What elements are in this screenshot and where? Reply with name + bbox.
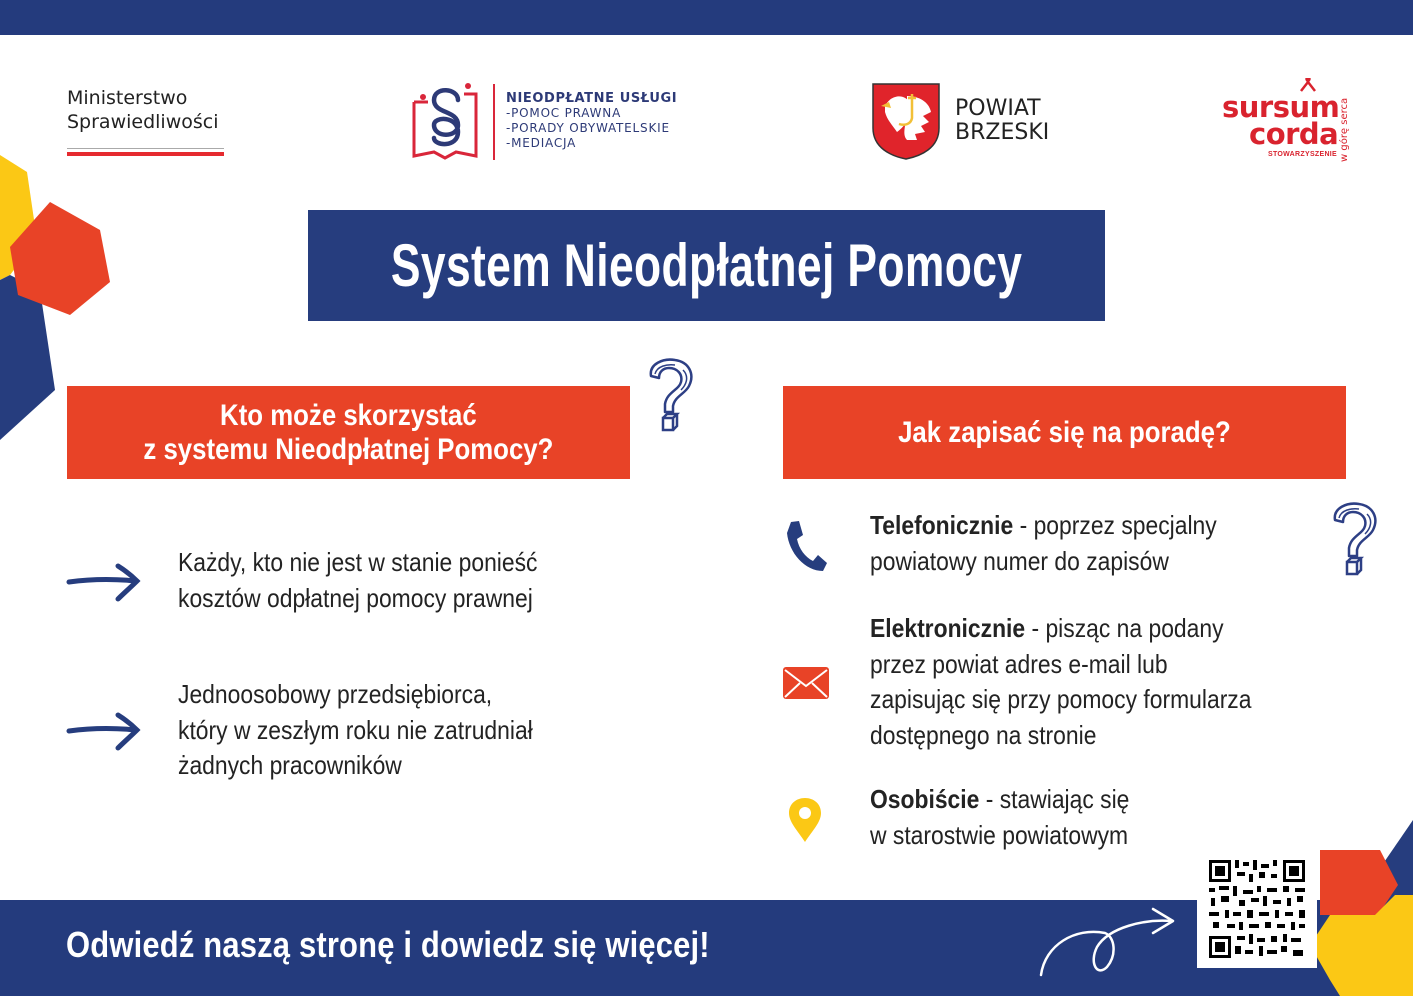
method-desc: - stawiając się — [979, 784, 1130, 814]
method-desc: - pisząc na podany — [1025, 613, 1224, 643]
qr-code[interactable] — [1197, 850, 1317, 968]
method-title: Telefonicznie — [870, 510, 1014, 540]
arrow-right-icon — [66, 563, 142, 603]
heart-caret-icon — [1300, 78, 1316, 92]
mail-icon — [782, 666, 830, 700]
qr-code-image — [1197, 850, 1317, 968]
method-title: Osobiście — [870, 784, 980, 814]
method-title: Elektronicznie — [870, 613, 1026, 643]
coat-of-arms-icon — [871, 82, 941, 160]
powiat-line1: POWIAT — [955, 96, 1041, 121]
logo-divider — [493, 84, 495, 160]
item-line: Każdy, kto nie jest w stanie ponieść — [178, 547, 538, 577]
nieodplatne-line: -MEDIACJA — [506, 136, 577, 150]
sursum-corda-logo — [1222, 80, 1350, 162]
location-pin-icon — [787, 796, 823, 844]
loop-arrow-icon — [1035, 905, 1180, 980]
ministry-logo-line2: Sprawiedliwości — [67, 111, 219, 133]
phone-icon — [785, 519, 829, 573]
left-heading-line2: z systemu Nieodpłatnej Pomocy? — [143, 432, 554, 466]
method-line: zapisując się przy pomocy formularza — [870, 684, 1252, 714]
logo-divider — [67, 148, 224, 149]
left-section-heading — [67, 386, 630, 479]
left-heading-line1: Kto może skorzystać — [220, 398, 477, 432]
nieodplatne-uslugi-logo — [410, 80, 677, 162]
powiat-brzeski-logo — [871, 82, 1049, 160]
signup-method-in-person — [870, 782, 1129, 853]
arrow-right-icon — [66, 712, 142, 752]
powiat-line2: BRZESKI — [955, 120, 1050, 145]
eligibility-item — [178, 545, 537, 616]
method-desc: - poprzez specjalny — [1013, 510, 1217, 540]
ministry-of-justice-logo — [67, 86, 224, 156]
nieodplatne-line: -PORADY OBYWATELSKIE — [506, 121, 670, 135]
right-section-heading — [783, 386, 1346, 479]
logo-red-stripe — [67, 152, 224, 156]
question-mark-icon — [643, 356, 699, 436]
ministry-logo-line1: Ministerstwo — [67, 87, 188, 109]
nieodplatne-line: -POMOC PRAWNA — [506, 106, 622, 120]
sursum-word: sursum — [1222, 90, 1340, 124]
nieodplatne-heading: NIEODPŁATNE USŁUGI — [506, 91, 678, 106]
item-line: Jednoosobowy przedsiębiorca, — [178, 679, 493, 709]
corda-word: corda — [1249, 117, 1339, 151]
paragraph-book-icon — [410, 80, 485, 162]
stowarzyszenie-label: STOWARZYSZENIE — [1268, 151, 1338, 158]
item-line: kosztów odpłatnej pomocy prawnej — [178, 582, 533, 613]
right-heading: Jak zapisać się na poradę? — [898, 415, 1231, 449]
question-mark-icon — [1327, 500, 1383, 580]
item-line: żadnych pracowników — [178, 750, 402, 780]
method-line: dostępnego na stronie — [870, 719, 1097, 750]
item-line: który w zeszłym roku nie zatrudniał — [178, 714, 533, 745]
eligibility-item — [178, 677, 533, 784]
page-title-banner — [308, 210, 1105, 321]
signup-method-email — [870, 611, 1251, 753]
method-line: w starostwie powiatowym — [870, 819, 1129, 850]
method-line: powiatowy numer do zapisów — [870, 545, 1169, 576]
top-bar — [0, 0, 1413, 35]
method-line: przez powiat adres e-mail lub — [870, 648, 1168, 679]
page-title: System Nieodpłatnej Pomocy — [390, 232, 1023, 299]
signup-method-phone — [870, 508, 1217, 579]
footer-cta: Odwiedź naszą stronę i dowiedz się więcej! — [66, 924, 710, 965]
tagline-vertical: w górę serca — [1339, 97, 1350, 162]
